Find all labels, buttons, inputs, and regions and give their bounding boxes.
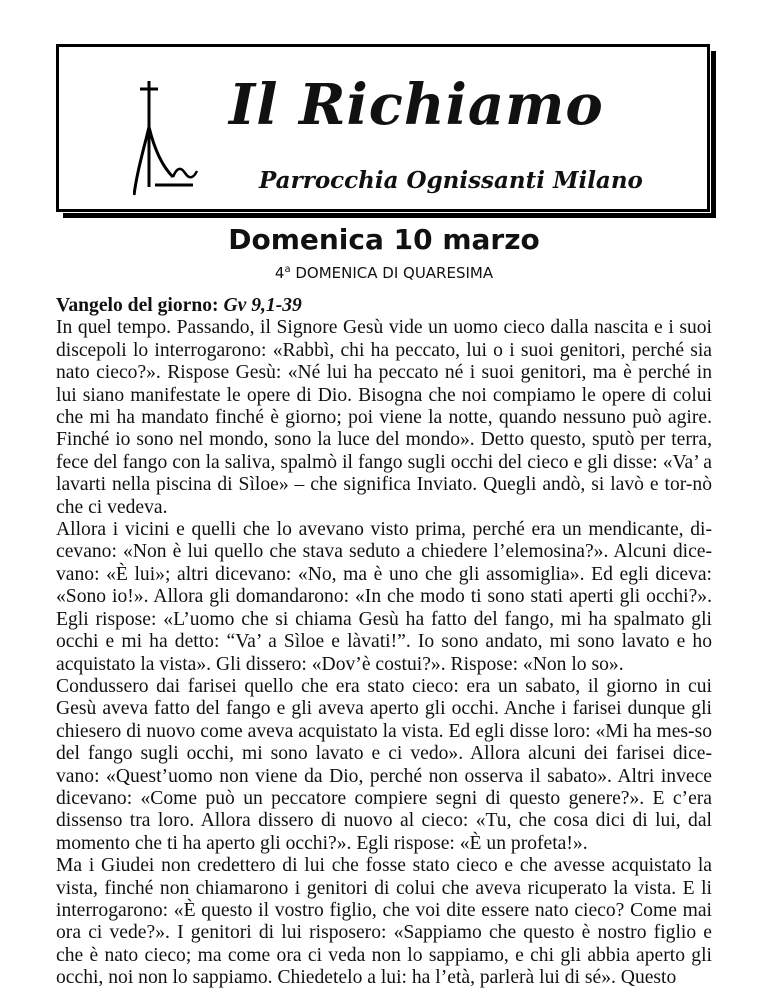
gospel-heading <box>56 295 712 317</box>
gospel-reference: Gv 9,1-39 <box>223 295 302 316</box>
gospel-paragraph: Allora i vicini e quelli che lo avevano visto prima, perché era un mendicante, di-cevano: «Non è lui quello che stava seduto a chiedere l’elemosina?». Alcuni dice-vano: «È lui»; altri dicevano: «No, ma è uno che gli assomiglia». Ed egli diceva: «Sono io!». Allora gli domandarono: «In che modo ti sono stati aperti gli occhi?». Egli rispose: «L’uomo che si chiama Gesù ha fatto del fango, mi ha spalmato gli occhi e mi ha detto: “Va’ a Sìloe e làvati!”. Io sono andato, mi sono lavato e ho acquistato la vista». Gli dissero: «Dov’è costui?». Rispose: «Non lo so». <box>56 519 712 675</box>
gospel-paragraph: In quel tempo. Passando, il Signore Gesù vide un uomo cieco dalla nascita e i suoi discepoli lo interrogarono: «Rabbì, chi ha peccato, lui o i suoi genitori, perché sia nato cieco?». Rispose Gesù: «Né lui ha peccato né i suoi genitori, ma è perché in lui siano manifestate le opere di Dio. Bisogna che noi compiamo le opere di colui che mi ha mandato finché è giorno; poi viene la notte, quando nessuno può agire. Finché io sono nel mondo, sono la luce del mondo». Detto questo, sputò per terra, fece del fango con la saliva, spalmò il fango sugli occhi del cieco e gli disse: «Va’ a lavarti nella piscina di Sìloe» – che significa Inviato. Quegli andò, si lavò e tor-nò che ci vedeva. <box>56 317 712 518</box>
gospel-paragraph: Ma i Giudei non credettero di lui che fosse stato cieco e che avesse acquistato la vista, finché non chiamarono i genitori di colui che aveva ricuperato la vista. E li interrogarono: «È questo il vostro figlio, che voi dite essere nato cieco? Come mai ora ci vede?». I genitori di lui risposero: «Sappiamo che questo è nostro figlio e che è nato cieco; ma come ora ci veda non lo sappiamo, e chi gli abbia aperto gli occhi, noi non lo sappiamo. Chiedetelo a lui: ha l’età, parlerà lui di sé». Questo <box>56 855 712 989</box>
newsletter-title: Il Richiamo <box>229 72 604 138</box>
gospel-text <box>56 295 712 990</box>
gospel-paragraph: Condussero dai farisei quello che era stato cieco: era un sabato, il giorno in cui Gesù aveva fatto del fango e gli aveva aperto gli occhi. Anche i farisei dunque gli chiesero di nuovo come aveva acquistato la vista. Ed egli disse loro: «Mi ha mes-so del fango sugli occhi, mi sono lavato e ci vedo». Allora alcuni dei farisei dice-vano: «Quest’uomo non viene da Dio, perché non osserva il sabato». Altri invece dicevano: «Come può un peccatore compiere segni di questo genere?». E c’era dissenso tra loro. Allora dissero di nuovo al cieco: «Tu, che cosa dici di lui, dal momento che ti ha aperto gli occhi?». Egli rispose: «È un profeta!». <box>56 675 712 854</box>
parish-name: Parrocchia Ognissanti Milano <box>259 167 643 194</box>
page-date-heading: Domenica 10 marzo <box>228 223 540 256</box>
sunday-number: 4 <box>274 264 285 282</box>
masthead-box <box>56 44 710 212</box>
gospel-label: Vangelo del giorno: <box>56 295 224 316</box>
sunday-label: DOMENICA DI QUARESIMA <box>290 264 494 282</box>
sunday-ordinal: a <box>284 264 291 275</box>
liturgical-sunday <box>0 265 768 281</box>
